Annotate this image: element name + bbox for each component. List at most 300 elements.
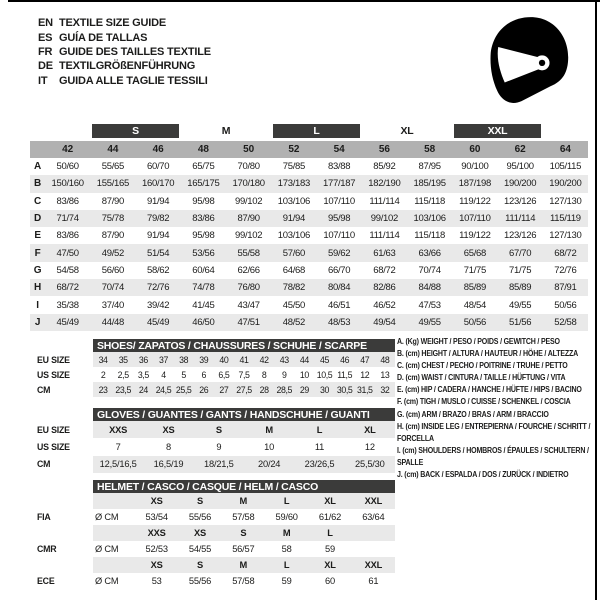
measurement-value: 115/118 <box>414 195 446 207</box>
shoes-row-label: EU SIZE <box>37 354 70 365</box>
gloves-value: M <box>265 424 273 435</box>
measurement-value: 165/175 <box>187 178 220 190</box>
measurement-letter: E <box>34 230 41 242</box>
gloves-row-label: EU SIZE <box>37 424 70 435</box>
helmet-size-label <box>352 525 395 541</box>
shoes-row-labels <box>37 352 92 397</box>
gloves-value: XS <box>162 424 175 435</box>
shoes-value: 29 <box>299 384 309 395</box>
measurement-value: 55/58 <box>237 247 260 259</box>
measurement-value: 150/160 <box>51 178 84 190</box>
language-label: TEXTILGRÖßENFÜHRUNG <box>59 60 196 73</box>
measurement-value: 44/48 <box>101 316 125 328</box>
legend-item: H. (cm) INSIDE LEG / ENTREPIERNA / FOURCHE / SCHRITT / FORCELLA <box>397 421 591 443</box>
gloves-value: 8 <box>166 441 171 452</box>
measurement-value: 70/80 <box>237 161 260 173</box>
helmet-size-label: XXS <box>147 528 166 538</box>
shoes-value: 46 <box>340 354 350 365</box>
helmet-size-label: M <box>282 528 291 538</box>
gloves-row-label: CM <box>37 459 51 470</box>
measurement-legend <box>397 336 594 481</box>
measurement-value: 65/68 <box>463 247 487 259</box>
shoes-value: 6 <box>201 369 206 380</box>
measurement-row-d <box>30 210 588 227</box>
size-group-m: M <box>183 124 270 138</box>
shoes-value: 2,5 <box>117 369 129 380</box>
helmet-value: 53/54 <box>145 512 168 522</box>
measurement-value: 60/64 <box>192 264 215 276</box>
helmet-label-spacer <box>37 557 92 573</box>
measurement-value: 99/102 <box>234 230 263 242</box>
shoes-table-title: SHOES/ ZAPATOS / CHAUSSURES / SCHUHE / SCARPE <box>93 339 395 352</box>
shoes-value: 28 <box>259 384 269 395</box>
shoes-value: 9 <box>282 369 287 380</box>
shoes-row-eu-size <box>93 352 395 367</box>
measurement-letter: A <box>34 161 41 173</box>
measurement-value: 127/130 <box>549 230 582 242</box>
measurement-value: 76/80 <box>237 282 260 294</box>
shoes-value: 28,5 <box>276 384 293 395</box>
measurement-value: 72/76 <box>146 282 170 294</box>
measurement-letter: J <box>34 316 41 328</box>
shoes-value: 6,5 <box>218 369 230 380</box>
measurement-row-i <box>30 296 588 313</box>
measurement-value: 47/51 <box>237 316 260 328</box>
size-column-header: 52 <box>288 144 300 155</box>
measurement-letter: G <box>33 264 42 276</box>
legend-item: B. (cm) HEIGHT / ALTURA / HAUTEUR / HÖHE / ALTEZZA <box>397 349 579 359</box>
shoes-value: 32 <box>380 384 390 395</box>
shoes-value: 45 <box>320 354 330 365</box>
measurement-value: 71/75 <box>463 264 487 276</box>
shoes-row-us-size <box>93 367 395 382</box>
helmet-value: 63/64 <box>362 512 385 522</box>
measurement-value: 107/110 <box>323 230 355 242</box>
shoes-table-rows <box>93 352 395 397</box>
helmet-standard-label: FIA <box>37 512 51 522</box>
measurement-value: 107/110 <box>459 213 491 225</box>
measurement-value: 75/78 <box>101 213 125 225</box>
size-group-row <box>30 124 588 138</box>
size-number-row <box>30 141 588 158</box>
measurement-value: 111/114 <box>369 230 400 242</box>
helmet-sizes-row-fia <box>93 493 395 509</box>
measurement-value: 91/94 <box>282 213 306 225</box>
measurement-value: 50/60 <box>56 161 79 173</box>
size-column-header: 44 <box>107 144 119 155</box>
measurement-value: 123/126 <box>504 230 537 242</box>
measurement-letter: I <box>36 299 39 311</box>
measurement-value: 37/40 <box>101 299 125 311</box>
language-row <box>38 16 211 30</box>
shoes-value: 12 <box>360 369 370 380</box>
legend-item: F. (cm) TIGH / MUSLO / CUISSE / SCHENKEL / COSCIA <box>397 397 571 407</box>
measurement-value: 99/102 <box>234 195 263 207</box>
language-code: IT <box>38 74 48 87</box>
measurement-value: 95/100 <box>506 161 534 173</box>
helmet-unit-label: Ø CM <box>95 576 119 586</box>
shoes-value: 36 <box>138 354 148 365</box>
measurement-value: 47/53 <box>418 299 441 311</box>
measurement-value: 78/82 <box>282 282 306 294</box>
helmet-size-label: XXL <box>364 560 383 570</box>
helmet-value: 55/56 <box>188 576 212 586</box>
gloves-value: XL <box>364 424 376 435</box>
helmet-values-row-cmr <box>93 541 395 557</box>
measurement-value: 160/170 <box>142 178 175 190</box>
measurement-value: 83/86 <box>192 213 215 225</box>
measurement-value: 123/126 <box>504 195 537 207</box>
measurement-value: 62/66 <box>237 264 260 276</box>
shoes-value: 31,5 <box>357 384 373 395</box>
measurement-value: 105/115 <box>549 161 582 173</box>
measurement-value: 115/119 <box>549 213 581 225</box>
size-group-l: L <box>273 124 360 138</box>
measurement-value: 50/56 <box>554 299 577 311</box>
shoes-value: 47 <box>360 354 370 365</box>
gloves-value: 12 <box>364 441 375 452</box>
measurement-value: 87/90 <box>237 213 260 225</box>
measurement-value: 43/47 <box>237 299 260 311</box>
measurement-value: 41/45 <box>192 299 215 311</box>
helmet-standard-label: ECE <box>37 576 55 586</box>
language-label: TEXTILE SIZE GUIDE <box>59 17 167 30</box>
helmet-sizes-spacer <box>93 525 135 541</box>
measurement-value: 103/106 <box>277 230 310 242</box>
size-column-header: 42 <box>62 144 74 155</box>
measurement-value: 39/42 <box>146 299 170 311</box>
measurement-value: 49/55 <box>508 299 532 311</box>
measurement-value: 87/95 <box>418 161 441 173</box>
gloves-value: XXS <box>109 424 128 435</box>
shoes-value: 10 <box>299 369 309 380</box>
shoes-value: 43 <box>279 354 289 365</box>
shoes-value: 23 <box>98 384 108 395</box>
size-column-header: 62 <box>514 144 526 155</box>
helmet-size-label: XS <box>150 496 163 506</box>
measurement-value: 45/49 <box>56 316 79 328</box>
legend-item: C. (cm) CHEST / PECHO / POITRINE / TRUHE / PETTO <box>397 361 568 371</box>
measurement-value: 46/52 <box>373 299 396 311</box>
measurement-value: 54/58 <box>56 264 79 276</box>
measurement-value: 119/122 <box>459 195 491 207</box>
measurement-value: 85/89 <box>463 282 487 294</box>
right-border-line <box>595 0 597 600</box>
shoes-value: 34 <box>98 354 108 365</box>
gloves-table-title: GLOVES / GUANTES / GANTS / HANDSCHUHE / GUANTI <box>93 408 395 421</box>
measurement-value: 71/74 <box>56 213 79 225</box>
shoes-value: 48 <box>380 354 390 365</box>
gloves-value: 12,5/16,5 <box>99 459 137 470</box>
helmet-value: 61/62 <box>318 512 342 522</box>
legend-item: A. (Kg) WEIGHT / PESO / POIDS / GEWITCH / PESO <box>397 337 560 346</box>
garment-size-table <box>30 124 588 331</box>
measurement-value: 72/76 <box>554 264 577 276</box>
gloves-table <box>93 408 395 473</box>
shoes-value: 41 <box>239 354 249 365</box>
measurement-value: 52/58 <box>554 316 577 328</box>
measurement-row-h <box>30 279 588 296</box>
measurement-value: 85/89 <box>508 282 532 294</box>
shoes-value: 27 <box>219 384 229 395</box>
measurement-value: 127/130 <box>549 195 582 207</box>
measurement-value: 80/84 <box>327 282 351 294</box>
gloves-row-labels <box>37 421 92 473</box>
shoes-value: 37 <box>158 354 168 365</box>
helmet-row-labels <box>37 493 92 589</box>
shoes-value: 8 <box>261 369 267 380</box>
measurement-value: 75/85 <box>282 161 306 173</box>
measurement-value: 170/180 <box>232 178 265 190</box>
legend-item: I. (cm) SHOULDERS / HOMBROS / ÉPAULES / SCHULTERN / SPALLE <box>397 445 589 467</box>
measurement-value: 90/100 <box>461 161 489 173</box>
size-row-spacer <box>30 141 45 158</box>
language-list <box>38 16 211 88</box>
measurement-value: 49/52 <box>101 247 125 259</box>
legend-item: J. (cm) BACK / ESPALDA / DOS / ZURÜCK / INDIETRO <box>397 470 569 480</box>
legend-item: D. (cm) WAIST / CINTURA / TAILLE / HÜFTUNG / VITA <box>397 373 566 383</box>
helmet-value: 56/57 <box>232 544 255 554</box>
shoes-value: 4 <box>161 369 166 380</box>
shoes-value: 40 <box>219 354 229 365</box>
language-code: EN <box>38 17 53 30</box>
measurement-value: 66/70 <box>327 264 351 276</box>
shoes-row-cm <box>93 382 395 397</box>
measurement-value: 111/114 <box>505 213 536 225</box>
shoes-value: 3,5 <box>137 369 149 380</box>
measurement-value: 45/49 <box>146 316 170 328</box>
measurement-row-a <box>30 158 588 175</box>
helmet-table-rows <box>93 493 395 589</box>
shoes-value: 42 <box>259 354 269 365</box>
shoes-value: 7,5 <box>238 369 250 380</box>
measurement-value: 67/70 <box>508 247 532 259</box>
measurement-letter: D <box>34 213 41 225</box>
measurement-value: 58/62 <box>146 264 170 276</box>
language-code: FR <box>38 45 53 58</box>
measurement-value: 177/187 <box>323 178 356 190</box>
gloves-table-rows <box>93 421 395 473</box>
shoes-value: 2 <box>100 369 106 380</box>
helmet-value: 57/58 <box>232 512 255 522</box>
shoes-value: 26 <box>199 384 209 395</box>
helmet-values-row-ece <box>93 573 395 589</box>
helmet-size-label: M <box>239 560 248 570</box>
gloves-row-eu-size <box>93 421 395 438</box>
measurement-value: 68/72 <box>373 264 396 276</box>
measurement-letter: C <box>34 195 41 207</box>
measurement-value: 103/106 <box>277 195 310 207</box>
gloves-value: L <box>316 424 323 435</box>
measurement-value: 185/195 <box>413 178 446 190</box>
shoes-value: 39 <box>199 354 209 365</box>
gloves-value: 25,5/30 <box>355 459 385 470</box>
language-row <box>38 74 211 88</box>
gloves-value: S <box>215 424 222 435</box>
shoes-value: 38 <box>179 354 189 365</box>
shoes-value: 24 <box>138 384 148 395</box>
gloves-value: 20/24 <box>258 459 281 470</box>
gloves-row-label: US SIZE <box>37 441 70 452</box>
shoes-value: 5 <box>181 369 186 380</box>
shoes-value: 30,5 <box>336 384 353 395</box>
size-column-header: 46 <box>152 144 164 155</box>
gloves-row-cm <box>93 456 395 473</box>
shoes-table <box>93 339 395 397</box>
shoes-value: 44 <box>299 354 309 365</box>
helmet-size-label: M <box>239 496 248 506</box>
helmet-size-label: L <box>327 528 333 538</box>
shoes-value: 27,5 <box>236 384 252 395</box>
helmet-unit-label: Ø CM <box>95 512 119 522</box>
helmet-size-label: XS <box>150 560 163 570</box>
helmet-sizes-row-ece <box>93 557 395 573</box>
shoes-value: 10,5 <box>316 369 333 380</box>
measurement-value: 65/75 <box>192 161 215 173</box>
measurement-value: 182/190 <box>368 178 401 190</box>
measurement-value: 70/74 <box>418 264 441 276</box>
gloves-value: 18/21,5 <box>204 459 234 470</box>
helmet-value: 60 <box>325 576 335 586</box>
helmet-size-label: L <box>283 560 290 570</box>
measurement-row-b <box>30 175 588 192</box>
measurement-value: 60/70 <box>146 161 170 173</box>
size-column-header: 54 <box>333 144 345 155</box>
size-group-xl: XL <box>364 124 451 138</box>
language-label: GUIDE DES TAILLES TEXTILE <box>59 45 211 58</box>
measurement-value: 99/102 <box>370 213 398 225</box>
measurement-row-e <box>30 227 588 244</box>
helmet-value: 61 <box>368 576 379 586</box>
shoes-value: 30 <box>320 384 330 395</box>
shoes-value: 24,5 <box>155 384 172 395</box>
measurement-value: 173/183 <box>277 178 310 190</box>
measurement-value: 115/118 <box>414 230 446 242</box>
measurement-letter: B <box>34 178 41 190</box>
gloves-row-us-size <box>93 438 395 455</box>
size-column-header: 50 <box>243 144 255 155</box>
measurement-value: 111/114 <box>369 195 400 207</box>
language-code: DE <box>38 60 53 73</box>
measurement-value: 51/54 <box>146 247 170 259</box>
helmet-sizes-row-cmr <box>93 525 395 541</box>
measurement-value: 64/68 <box>282 264 306 276</box>
gloves-value: 23/26,5 <box>304 459 335 470</box>
helmet-sizes-spacer <box>93 493 135 509</box>
gloves-value: 10 <box>264 441 275 452</box>
helmet-label-spacer <box>37 525 92 541</box>
size-column-header: 58 <box>424 144 436 155</box>
size-column-header: 48 <box>197 144 209 155</box>
helmet-value: 58 <box>281 544 292 554</box>
measurement-value: 63/66 <box>418 247 441 259</box>
measurement-value: 49/54 <box>373 316 396 328</box>
helmet-standard-label: CMR <box>37 544 57 554</box>
helmet-table <box>93 480 395 589</box>
measurement-value: 56/60 <box>101 264 125 276</box>
helmet-size-label: L <box>283 496 290 506</box>
measurement-value: 95/98 <box>327 213 351 225</box>
measurement-value: 74/78 <box>192 282 215 294</box>
measurement-value: 190/200 <box>504 178 537 190</box>
helmet-size-label: XS <box>193 528 206 538</box>
measurement-value: 55/65 <box>101 161 125 173</box>
measurement-value: 70/74 <box>101 282 125 294</box>
measurement-value: 71/75 <box>508 264 532 276</box>
helmet-table-title: HELMET / CASCO / CASQUE / HELM / CASCO <box>93 480 395 493</box>
measurement-value: 46/51 <box>327 299 351 311</box>
size-group-s: S <box>92 124 179 138</box>
measurement-letter: H <box>34 282 41 294</box>
measurement-value: 48/54 <box>463 299 487 311</box>
measurement-value: 119/122 <box>459 230 491 242</box>
measurement-value: 82/86 <box>373 282 396 294</box>
shoes-value: 13 <box>380 369 390 380</box>
measurement-value: 91/94 <box>146 195 170 207</box>
shoes-row-label: CM <box>37 384 51 395</box>
measurement-value: 103/106 <box>413 213 446 225</box>
shoes-value: 11,5 <box>337 369 353 380</box>
language-row <box>38 30 211 44</box>
language-label: GUIDA ALLE TAGLIE TESSILI <box>59 74 208 87</box>
measurement-value: 61/63 <box>373 247 396 259</box>
measurement-value: 47/50 <box>56 247 79 259</box>
measurement-letter: F <box>34 247 41 259</box>
measurement-value: 68/72 <box>554 247 577 259</box>
measurement-row-j <box>30 314 588 331</box>
measurement-value: 46/50 <box>192 316 215 328</box>
measurement-value: 190/200 <box>549 178 582 190</box>
measurement-row-f <box>30 244 588 261</box>
measurement-value: 51/56 <box>508 316 532 328</box>
size-group-xxl: XXL <box>454 124 541 138</box>
helmet-value: 59 <box>325 544 335 554</box>
helmet-size-label: S <box>196 560 203 570</box>
measurement-value: 95/98 <box>192 230 215 242</box>
language-row <box>38 59 211 73</box>
helmet-size-label: S <box>196 496 203 506</box>
helmet-size-label: S <box>240 528 247 538</box>
measurement-value: 107/110 <box>323 195 355 207</box>
language-label: GUÍA DE TALLAS <box>59 31 148 44</box>
language-row <box>38 45 211 59</box>
measurement-value: 83/88 <box>327 161 351 173</box>
measurement-value: 53/56 <box>192 247 215 259</box>
gloves-value: 7 <box>115 441 121 452</box>
helmet-sizes-spacer <box>93 557 135 573</box>
helmet-value: 52/53 <box>145 544 168 554</box>
helmet-value: 57/58 <box>232 576 255 586</box>
helmet-value: 59 <box>281 576 292 586</box>
helmet-value <box>352 541 395 557</box>
measurement-value: 35/38 <box>56 299 79 311</box>
shoes-value: 25,5 <box>175 384 192 395</box>
helmet-value: 55/56 <box>188 512 212 522</box>
measurement-value: 87/90 <box>101 195 125 207</box>
measurement-value: 48/52 <box>282 316 306 328</box>
gloves-value: 11 <box>314 441 325 452</box>
helmet-value: 54/55 <box>188 544 212 554</box>
helmet-values-row-fia <box>93 509 395 525</box>
measurement-value: 155/165 <box>96 178 129 190</box>
measurement-value: 95/98 <box>192 195 215 207</box>
measurement-value: 83/86 <box>56 230 79 242</box>
helmet-value: 59/60 <box>275 512 298 522</box>
measurement-value: 187/198 <box>458 178 491 190</box>
measurement-value: 68/72 <box>56 282 79 294</box>
measurement-value: 59/62 <box>327 247 351 259</box>
measurement-row-c <box>30 193 588 210</box>
